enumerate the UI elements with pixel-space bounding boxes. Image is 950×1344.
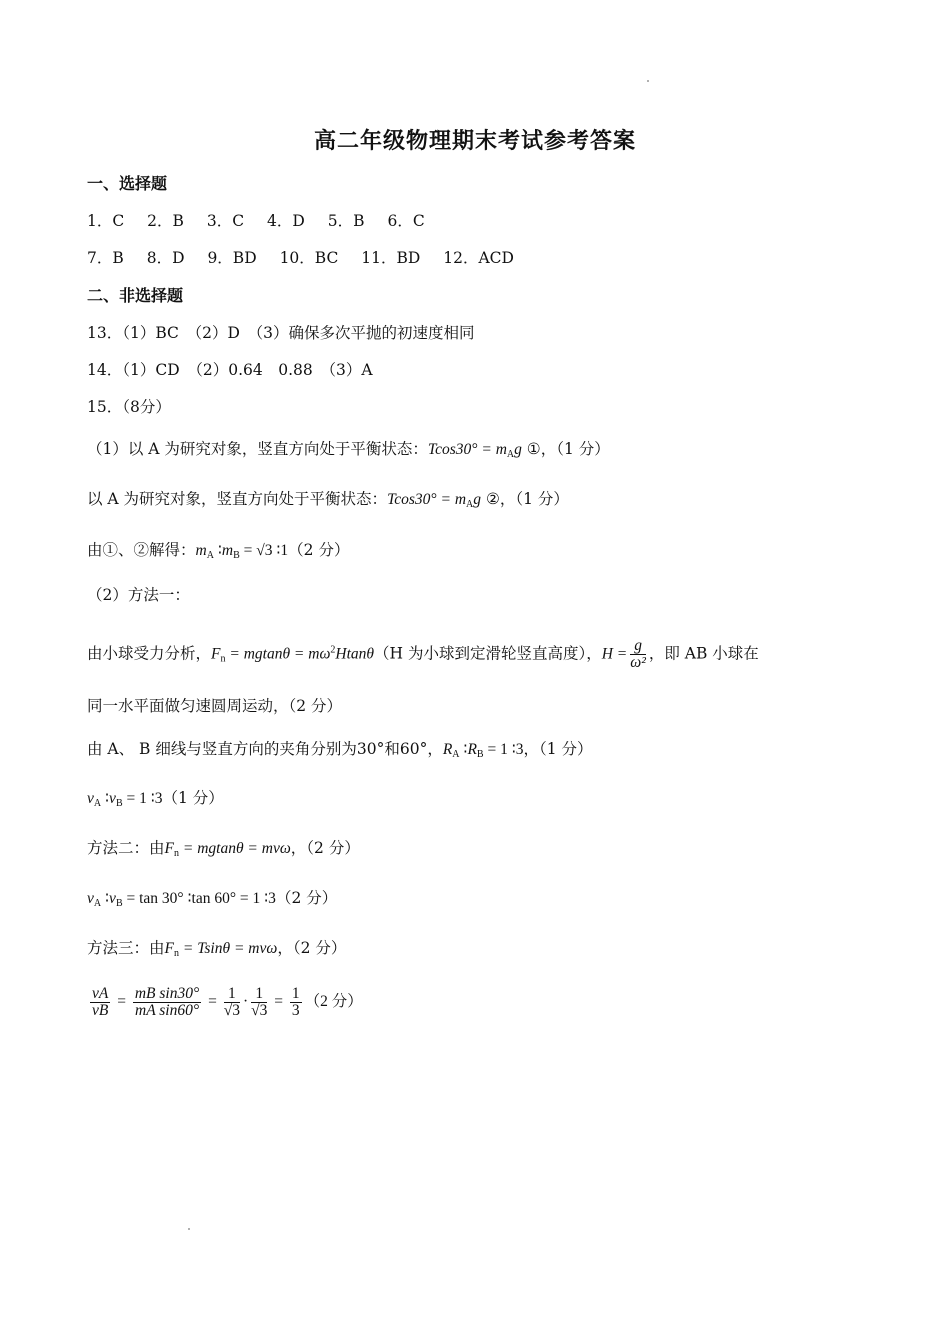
answer-8: 8．D (146, 249, 185, 267)
score: ，（1 分） (523, 740, 593, 758)
subscript: n (220, 653, 226, 665)
denominator: mA sin60° (135, 1002, 200, 1019)
equation-g: g (473, 491, 482, 508)
score: ，（2 分） (290, 839, 360, 857)
equation: = 1 ∶3 (122, 790, 163, 807)
answer-15-line-12 (87, 986, 363, 1019)
fraction-g-omega (630, 638, 646, 671)
numerator: vA (92, 985, 109, 1002)
score: ，（2 分） (277, 939, 347, 957)
equation: Tcos30° = m (427, 441, 507, 458)
answer-15-line-5 (87, 638, 759, 671)
numerator: 1 (291, 985, 300, 1002)
answer-10: 10．BC (279, 249, 339, 267)
answer-15-line-6: 同一水平面做匀速圆周运动，（2 分） (87, 697, 343, 715)
answer-15-line-10 (87, 887, 337, 915)
subscript: A (206, 550, 214, 561)
text: 以 A 为研究对象，竖直方向处于平衡状态： (87, 490, 388, 508)
var-m: m (221, 542, 234, 559)
answer-15-line-3 (87, 539, 349, 567)
var-R: R (442, 741, 453, 758)
text: （1）以 A 为研究对象，竖直方向处于平衡状态： (87, 440, 428, 458)
numerator: 1 (224, 986, 240, 1003)
fraction-one-third (290, 986, 302, 1019)
equation: = Tsinθ = mvω (178, 940, 278, 957)
answer-4: 4．D (267, 212, 305, 230)
denominator: √3 (223, 1002, 240, 1019)
scan-dot-bottom (188, 1228, 190, 1230)
text: （H 为小球到定滑轮竖直高度）， (374, 644, 602, 663)
answer-7: 7．B (87, 249, 124, 267)
numerator: 1 (251, 986, 267, 1003)
answer-15-line-11 (87, 937, 346, 965)
subscript: A (506, 449, 515, 460)
answer-12: 12．ACD (443, 249, 514, 267)
subscript: A (93, 898, 102, 909)
section-nonchoice-heading: 二、非选择题 (87, 286, 184, 305)
answer-15-heading: 15．（8分） (87, 398, 171, 416)
subscript: A (93, 798, 102, 809)
equation: Htanθ (335, 645, 375, 663)
score: ①，（1 分） (521, 440, 610, 458)
denominator: ω² (630, 654, 646, 671)
answer-2: 2．B (147, 212, 184, 230)
answer-13: 13．（1）BC （2）D （3）确保多次平抛的初速度相同 (87, 324, 475, 342)
answer-9: 9．BD (207, 249, 257, 267)
denominator: vB (92, 1002, 109, 1019)
answer-15-line-1 (87, 438, 610, 466)
equation: = mgtanθ = mω (225, 645, 331, 663)
ratio-colon: ∶ (101, 790, 110, 807)
ratio-colon: ∶ (213, 542, 222, 559)
choice-answers-row-1 (87, 210, 425, 232)
fraction-mass-sine (133, 986, 201, 1019)
subscript: B (115, 798, 123, 809)
subscript: B (476, 749, 484, 760)
answer-15-line-7 (87, 738, 593, 766)
score: （1 分） (162, 789, 224, 807)
equals-sign: = (204, 993, 221, 1011)
ratio-colon: ∶ (459, 741, 468, 758)
numerator: g (630, 638, 646, 655)
var-m: m (195, 542, 207, 559)
equals-sign: = (270, 993, 287, 1011)
superscript: 2 (330, 644, 336, 656)
equation: = 1 ∶3 (483, 741, 524, 758)
text: 方法二：由 (87, 839, 165, 857)
var-v: v (87, 790, 94, 807)
answer-15-line-8 (87, 787, 224, 815)
var-v: v (87, 890, 94, 907)
score: （2 分） (304, 993, 363, 1011)
text: 由小球受力分析， (87, 644, 212, 663)
dot-operator: · (242, 993, 249, 1011)
equation: Tcos30° = m (387, 491, 467, 508)
subscript: B (233, 550, 240, 561)
fraction-one-over-root3 (224, 986, 240, 1019)
answer-6: 6．C (387, 212, 425, 230)
equals-sign: = (113, 993, 130, 1011)
denominator: 3 (291, 1002, 300, 1019)
subscript: n (173, 948, 179, 959)
answer-15-line-2 (87, 488, 569, 516)
choice-answers-row-2 (87, 247, 514, 269)
answer-1: 1．C (87, 212, 125, 230)
ratio-colon: ∶ (101, 890, 110, 907)
text: 由①、②解得： (87, 541, 196, 559)
answer-5: 5．B (327, 212, 365, 230)
text: 方法三：由 (87, 939, 165, 957)
numerator: mB sin30° (134, 985, 200, 1002)
equation: = tan 30° ∶tan 60° = 1 ∶3 (122, 890, 276, 907)
subscript: B (115, 898, 123, 909)
score: ②，（1 分） (481, 490, 569, 508)
answer-14: 14．（1）CD （2）0.64 0.88 （3）A (87, 361, 373, 379)
var-R: R (467, 741, 477, 758)
score: （2 分） (275, 889, 338, 907)
equation-H: H = (601, 645, 628, 663)
var-v: v (109, 890, 116, 907)
equation: = mgtanθ = mvω (178, 840, 291, 857)
var-F: F (164, 940, 174, 957)
var-v: v (109, 790, 116, 807)
text: 由 A、 B 细线与竖直方向的夹角分别为30°和60°， (87, 740, 443, 758)
subscript: A (452, 749, 460, 760)
fraction-one-over-root3 (251, 986, 267, 1019)
fraction-velocity-ratio (90, 986, 110, 1019)
page-title: 高二年级物理期末考试参考答案 (313, 128, 636, 154)
var-F: F (211, 645, 221, 663)
answer-15-line-9 (87, 837, 360, 865)
text: ，即 AB 小球在 (648, 644, 759, 663)
scan-dot-top (647, 80, 649, 82)
var-F: F (164, 840, 174, 857)
equation: = √3 ∶1 (239, 542, 289, 559)
section-choice-heading: 一、选择题 (87, 174, 168, 193)
denominator: √3 (251, 1002, 268, 1019)
answer-3: 3．C (206, 212, 245, 230)
subscript: n (173, 848, 179, 859)
equation-g: g (514, 441, 522, 458)
answer-11: 11．BD (361, 249, 421, 267)
score: （2 分） (288, 541, 350, 559)
answer-15-method-1-heading: （2）方法一： (87, 586, 190, 604)
subscript: A (466, 499, 474, 510)
